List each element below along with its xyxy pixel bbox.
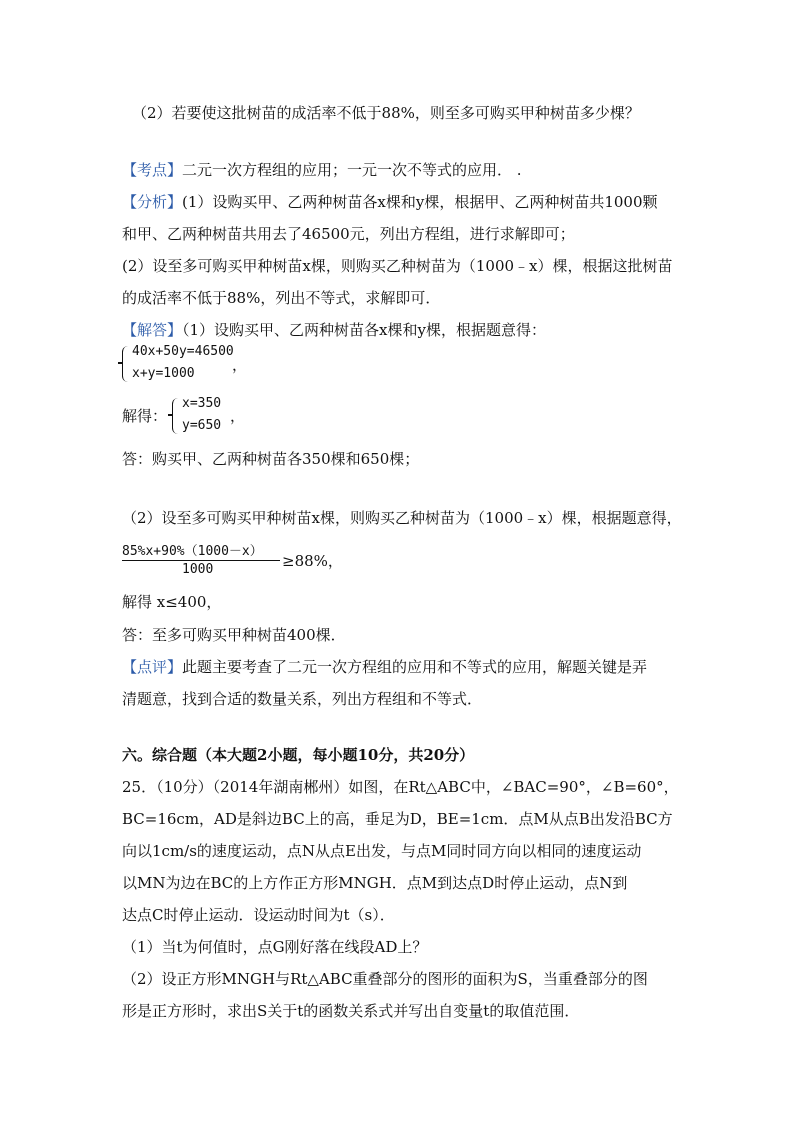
- fenxi-line-1: [122, 192, 658, 212]
- fraction-numerator: 85%x+90%（1000－x）: [122, 544, 263, 559]
- part-2-text: （2）设至多可购买甲种树苗x棵，则购买乙种树苗为（1000﹣x）棵，根据题意得，: [122, 509, 682, 527]
- question-25-line-2: BC=16cm，AD是斜边BC上的高，垂足为D，BE=1cm．点M从点B出发沿BC方: [122, 810, 673, 828]
- question-25-sub-2-line-1: （2）设正方形MNGH与Rt△ABC重叠部分的图形的面积为S，当重叠部分的图: [122, 970, 648, 988]
- fraction-denominator: 1000: [182, 562, 214, 577]
- jieda-text: （1）设购买甲、乙两种树苗各x棵和y棵，根据题意得：: [182, 321, 546, 339]
- solution-1: x=350: [182, 396, 222, 411]
- kaodian-tag: 【考点】: [122, 161, 183, 179]
- equation-2: x+y=1000: [132, 366, 195, 381]
- section-heading: 六。综合题（本大题2小题，每小题10分，共20分）: [122, 746, 475, 764]
- jieda-tag: 【解答】: [122, 321, 183, 339]
- dianping-line-1: [122, 657, 647, 677]
- dianping-text-1: 此题主要考查了二元一次方程组的应用和不等式的应用，解题关键是弄: [182, 658, 648, 676]
- question-2-prompt: （2）若要使这批树苗的成活率不低于88%，则至多可购买甲种树苗多少棵？: [132, 104, 640, 122]
- equation-comma: ，: [232, 356, 248, 374]
- fenxi-line-3: (2）设至多可购买甲种树苗x棵，则购买乙种树苗为（1000﹣x）棵，根据这批树苗: [122, 257, 673, 275]
- question-25-sub-1: （1）当t为何值时，点G刚好落在线段AD上？: [122, 938, 428, 956]
- fenxi-text-1: (1）设购买甲、乙两种树苗各x棵和y棵，根据甲、乙两种树苗共1000颗: [182, 193, 658, 211]
- kaodian-line: [122, 160, 522, 180]
- brace-icon: [172, 398, 179, 434]
- solve-2: 解得 x≤400，: [122, 593, 222, 611]
- dianping-line-2: 清题意，找到合适的数量关系，列出方程组和不等式．: [122, 690, 483, 708]
- fenxi-tag: 【分析】: [122, 193, 183, 211]
- question-25-line-5: 达点C时停止运动．设运动时间为t（s）．: [122, 906, 395, 924]
- kaodian-text: 二元一次方程组的应用；一元一次不等式的应用． .: [182, 161, 522, 179]
- jieda-line: [122, 320, 546, 340]
- solution-2: y=650: [182, 418, 222, 433]
- answer-2: 答：至多可购买甲种树苗400棵．: [122, 626, 346, 644]
- solve-label: 解得：: [122, 407, 168, 425]
- answer-1: 答：购买甲、乙两种树苗各350棵和650棵；: [122, 450, 420, 468]
- equation-1: 40x+50y=46500: [132, 344, 234, 359]
- question-25-line-4: 以MN为边在BC的上方作正方形MNGH．点M到达点D时停止运动，点N到: [122, 874, 628, 892]
- fraction-bar: [122, 560, 280, 561]
- dianping-tag: 【点评】: [122, 658, 183, 676]
- question-25-sub-2-line-2: 形是正方形时，求出S关于t的函数关系式并写出自变量t的取值范围．: [122, 1002, 580, 1020]
- solution-comma: ，: [230, 407, 246, 425]
- question-25-line-3: 向以1cm/s的速度运动，点N从点E出发，与点M同时同方向以相同的速度运动: [122, 842, 642, 860]
- fenxi-line-2: 和甲、乙两种树苗共用去了46500元，列出方程组，进行求解即可；: [122, 225, 575, 243]
- fenxi-line-4: 的成活率不低于88%，列出不等式，求解即可．: [122, 289, 441, 307]
- question-25-line-1: 25．（10分）（2014年湖南郴州）如图，在Rt△ABC中，∠BAC=90°，∠B=60°，: [122, 778, 679, 796]
- fraction-rhs: ≥88%，: [282, 552, 343, 570]
- brace-icon: [122, 346, 129, 382]
